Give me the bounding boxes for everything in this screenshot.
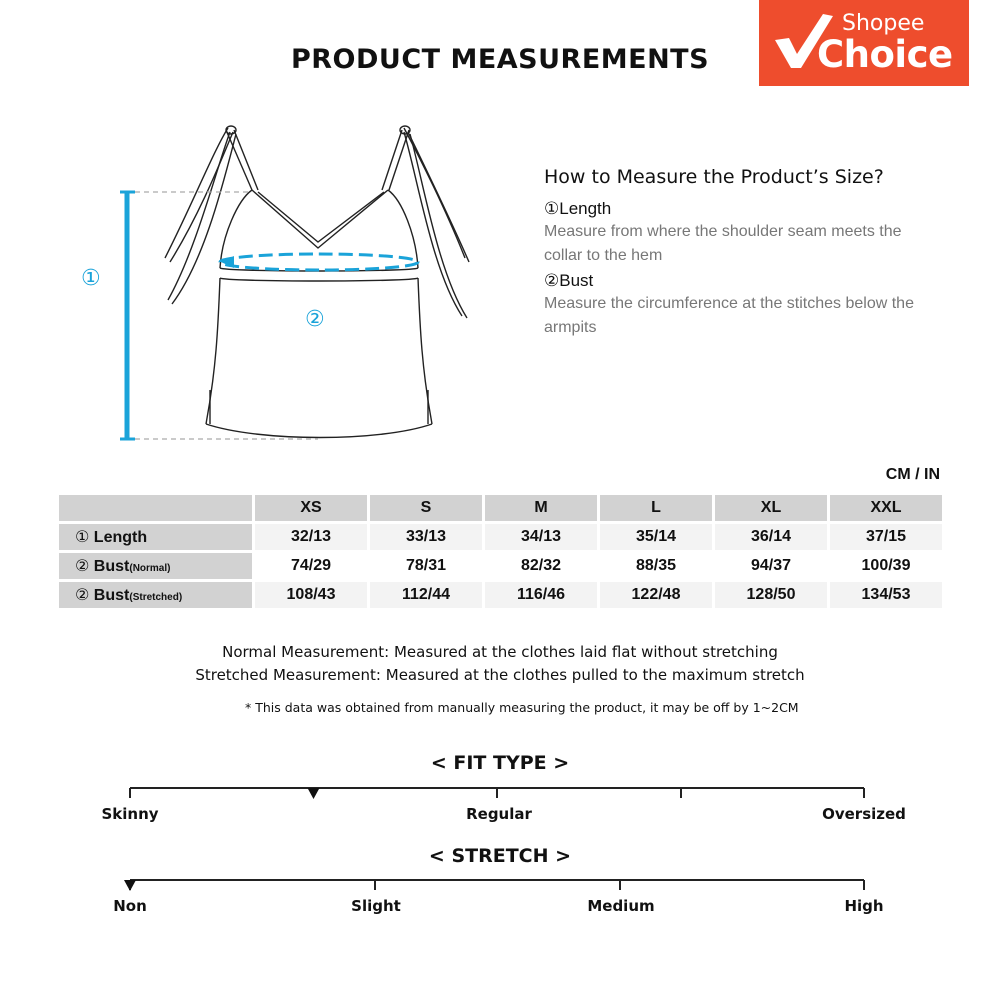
size-header: S bbox=[370, 495, 482, 521]
table-cell: 94/37 bbox=[715, 553, 827, 579]
row-qualifier: (Stretched) bbox=[129, 592, 183, 603]
table-cell: 116/46 bbox=[485, 582, 597, 608]
table-cell: 108/43 bbox=[255, 582, 367, 608]
size-header: M bbox=[485, 495, 597, 521]
table-cell: 33/13 bbox=[370, 524, 482, 550]
size-table bbox=[56, 492, 945, 611]
table-cell: 134/53 bbox=[830, 582, 942, 608]
stretch-pointer bbox=[124, 880, 136, 891]
garment-diagram bbox=[60, 110, 480, 450]
size-header-row bbox=[59, 495, 942, 521]
unit-label: CM / IN bbox=[885, 466, 940, 483]
length-description: Measure from where the shoulder seam meets the collar to the hem bbox=[544, 223, 902, 264]
fit-type-title: < FIT TYPE > bbox=[430, 752, 570, 774]
stretch-title: < STRETCH > bbox=[428, 845, 572, 867]
measurement-notes bbox=[0, 641, 1000, 687]
fit-label-skinny: Skinny bbox=[101, 805, 159, 823]
table-cell: 82/32 bbox=[485, 553, 597, 579]
row-circle: ② bbox=[75, 558, 90, 575]
table-cell: 100/39 bbox=[830, 553, 942, 579]
strap-right bbox=[382, 126, 469, 318]
bust-description: Measure the circumference at the stitches below the armpits bbox=[544, 295, 914, 336]
table-cell: 37/15 bbox=[830, 524, 942, 550]
length-marker: ① bbox=[81, 265, 101, 290]
table-row bbox=[59, 582, 942, 608]
row-qualifier: (Normal) bbox=[129, 563, 171, 574]
stretch-label-slight: Slight bbox=[351, 897, 401, 915]
table-cell: 128/50 bbox=[715, 582, 827, 608]
row-circle: ② bbox=[75, 587, 90, 604]
row-circle: ① bbox=[75, 529, 90, 546]
stretch-label-medium: Medium bbox=[587, 897, 655, 915]
table-cell: 78/31 bbox=[370, 553, 482, 579]
badge-name: Choice bbox=[817, 33, 953, 76]
badge-brand: Shopee bbox=[842, 11, 925, 36]
row-label-text: Length bbox=[93, 529, 148, 546]
length-term: ①Length bbox=[544, 199, 612, 218]
table-cell: 74/29 bbox=[255, 553, 367, 579]
header-corner bbox=[59, 495, 252, 521]
row-label bbox=[59, 553, 252, 579]
bust-marker: ② bbox=[305, 306, 325, 331]
stretched-note: Stretched Measurement: Measured at the clothes pulled to the maximum stretch bbox=[195, 666, 805, 684]
disclaimer: * This data was obtained from manually measuring the product, it may be off by 1~2CM bbox=[245, 700, 799, 715]
table-cell: 122/48 bbox=[600, 582, 712, 608]
row-label-text: Bust bbox=[93, 558, 130, 575]
fit-type-pointer bbox=[308, 788, 320, 799]
how-to-measure bbox=[544, 166, 944, 340]
table-cell: 32/13 bbox=[255, 524, 367, 550]
how-to-heading: How to Measure the Product’s Size? bbox=[544, 166, 884, 188]
row-label bbox=[59, 524, 252, 550]
fit-label-regular: Regular bbox=[466, 805, 532, 823]
bust-term: ②Bust bbox=[544, 271, 594, 290]
table-cell: 88/35 bbox=[600, 553, 712, 579]
fit-label-oversized: Oversized bbox=[822, 805, 906, 823]
size-header: XXL bbox=[830, 495, 942, 521]
size-header: XS bbox=[255, 495, 367, 521]
table-cell: 36/14 bbox=[715, 524, 827, 550]
stretch-label-high: High bbox=[844, 897, 884, 915]
table-cell: 112/44 bbox=[370, 582, 482, 608]
page-title: PRODUCT MEASUREMENTS bbox=[290, 44, 710, 75]
normal-note: Normal Measurement: Measured at the clothes laid flat without stretching bbox=[222, 643, 778, 661]
table-row bbox=[59, 524, 942, 550]
table-cell: 34/13 bbox=[485, 524, 597, 550]
size-header: L bbox=[600, 495, 712, 521]
row-label-text: Bust bbox=[93, 587, 130, 604]
stretch-label-non: Non bbox=[113, 897, 147, 915]
strap-left bbox=[165, 126, 258, 304]
row-label bbox=[59, 582, 252, 608]
table-row bbox=[59, 553, 942, 579]
shopee-choice-badge bbox=[759, 0, 969, 86]
size-header: XL bbox=[715, 495, 827, 521]
table-cell: 35/14 bbox=[600, 524, 712, 550]
